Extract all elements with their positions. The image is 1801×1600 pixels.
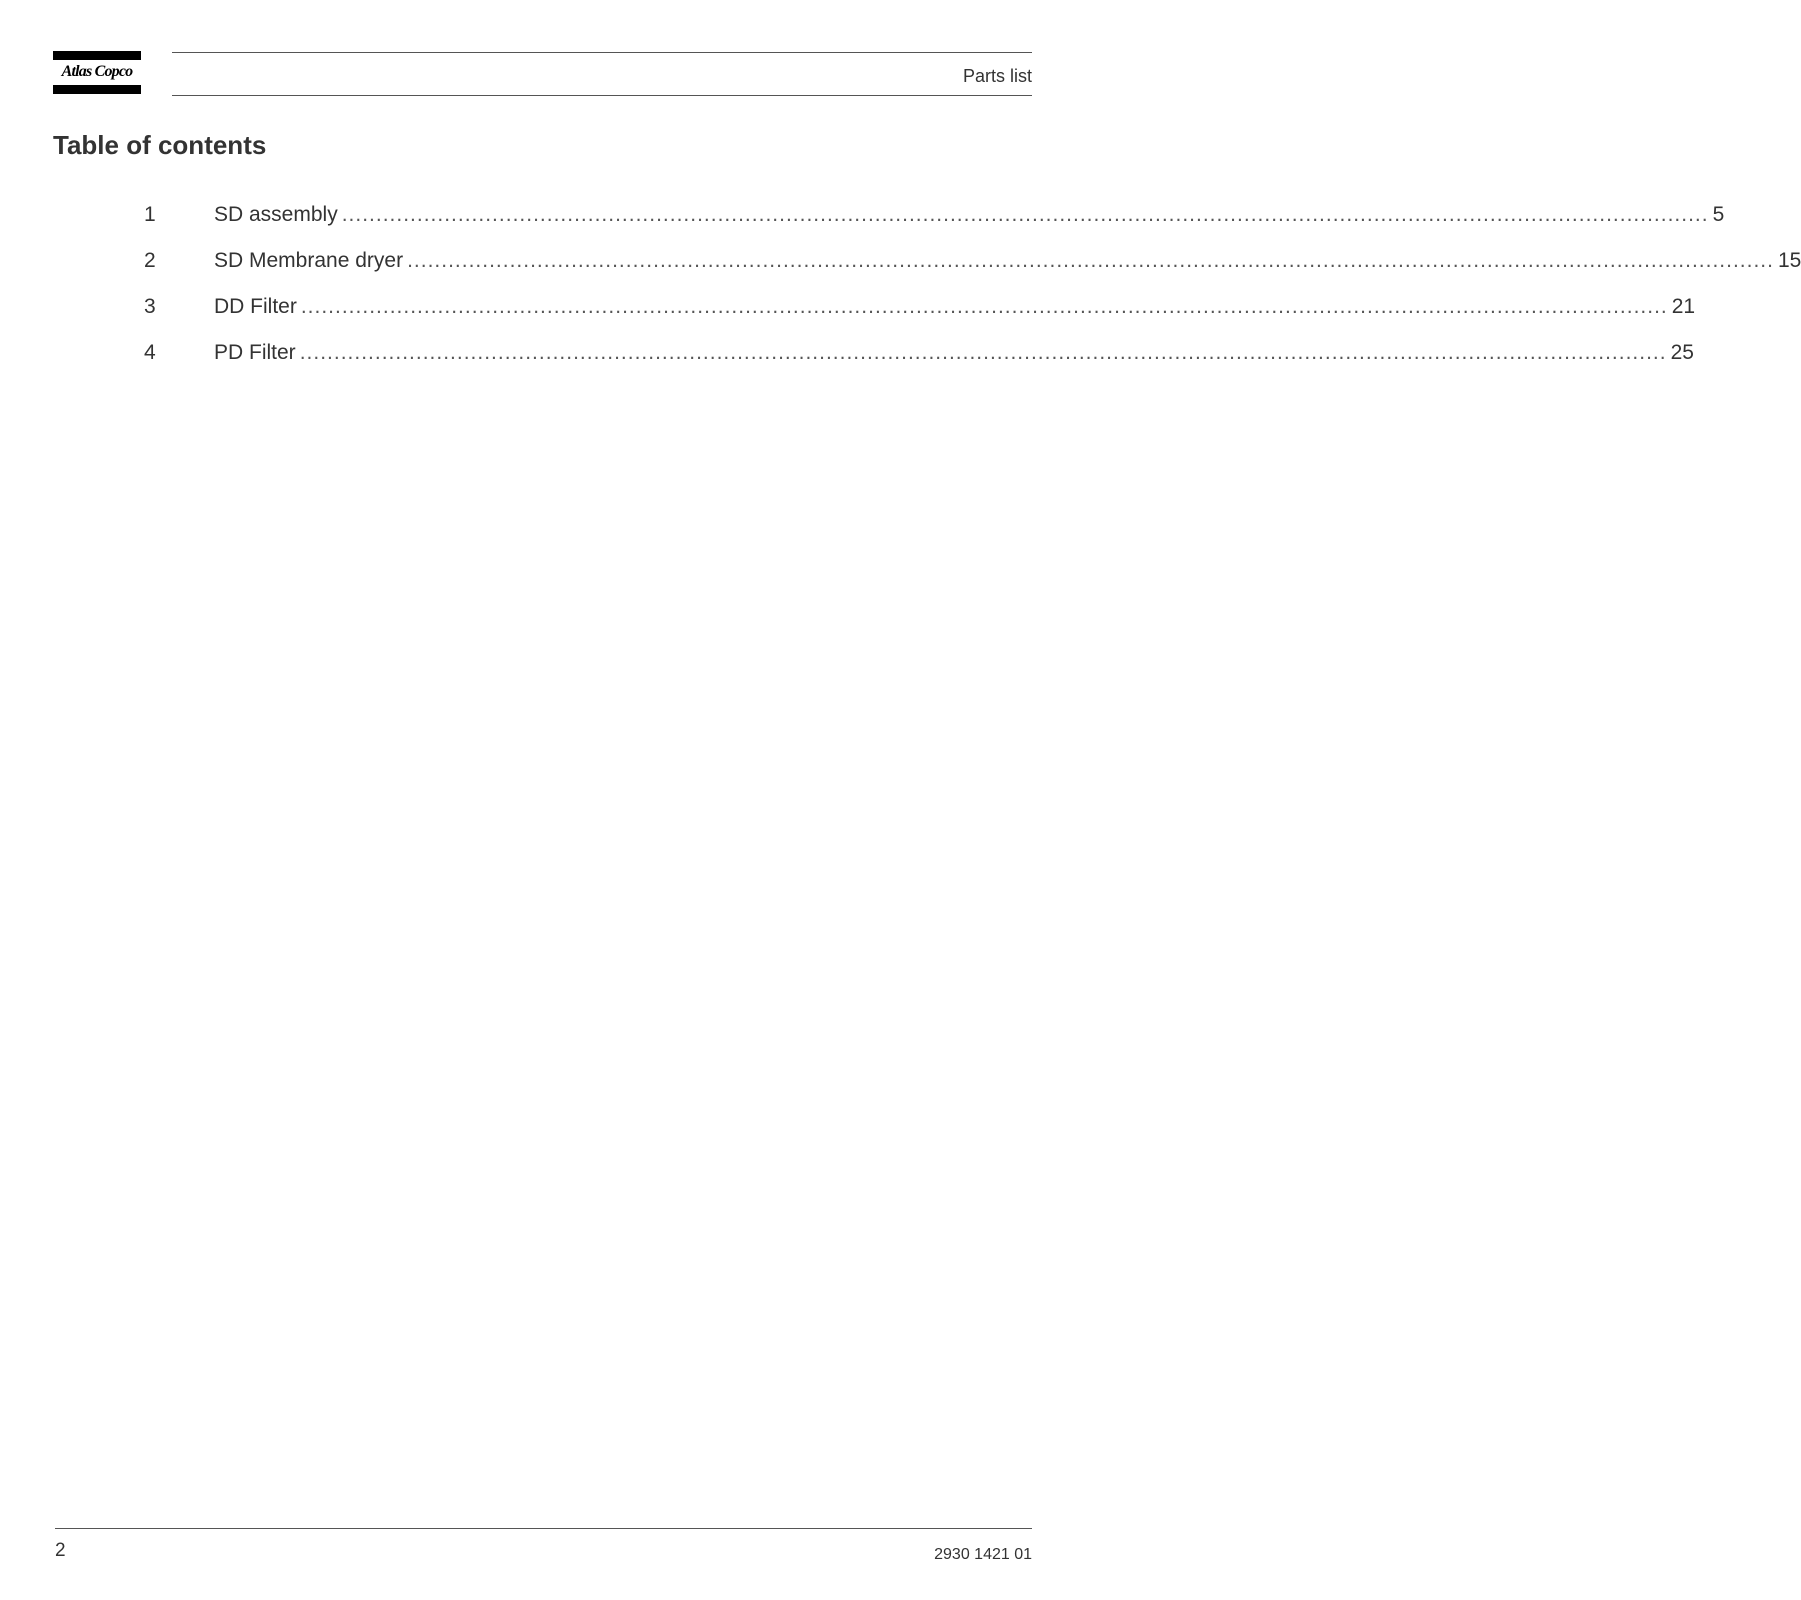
header-top-rule	[172, 52, 1032, 53]
atlas-copco-logo	[53, 51, 141, 94]
page-number: 2	[55, 1540, 66, 1561]
toc-entry-page[interactable]: 5	[1712, 203, 1725, 226]
logo-bottom-bar	[53, 85, 141, 94]
header-bottom-rule	[172, 95, 1032, 96]
logo-wordmark: Atlas Copco	[61, 63, 133, 80]
toc-entry-number: 3	[144, 295, 156, 318]
toc-entry[interactable]	[144, 295, 1696, 341]
toc-leader-dots: ........................................................................................................................................................................................................	[300, 295, 1668, 318]
toc-entry-number: 2	[144, 249, 156, 272]
footer-rule	[55, 1528, 1032, 1529]
toc-entry[interactable]	[144, 203, 1725, 249]
toc-entry-page[interactable]: 15	[1777, 249, 1801, 272]
toc-entry-title[interactable]: SD assembly	[214, 203, 338, 226]
toc-entry-number: 1	[144, 203, 156, 226]
header-title: Parts list	[962, 66, 1032, 86]
toc-entry[interactable]	[144, 249, 1801, 295]
toc-entry[interactable]	[144, 341, 1694, 387]
logo-top-bar	[53, 51, 141, 60]
toc-leader-dots: ........................................................................................................................................................................................................	[299, 341, 1667, 364]
toc-entry-title[interactable]: SD Membrane dryer	[214, 249, 404, 272]
toc-leader-dots: ........................................................................................................................................................................................................	[407, 249, 1774, 272]
toc-entry-title[interactable]: PD Filter	[214, 341, 296, 364]
toc-leader-dots: ........................................................................................................................................................................................................	[341, 203, 1709, 226]
toc-heading: Table of contents	[53, 130, 267, 160]
toc-entry-number: 4	[144, 341, 156, 364]
toc-list	[144, 203, 1801, 387]
toc-entry-title[interactable]: DD Filter	[214, 295, 297, 318]
toc-entry-page[interactable]: 25	[1670, 341, 1694, 364]
document-number: 2930 1421 01	[934, 1546, 1032, 1563]
toc-entry-page[interactable]: 21	[1671, 295, 1696, 318]
